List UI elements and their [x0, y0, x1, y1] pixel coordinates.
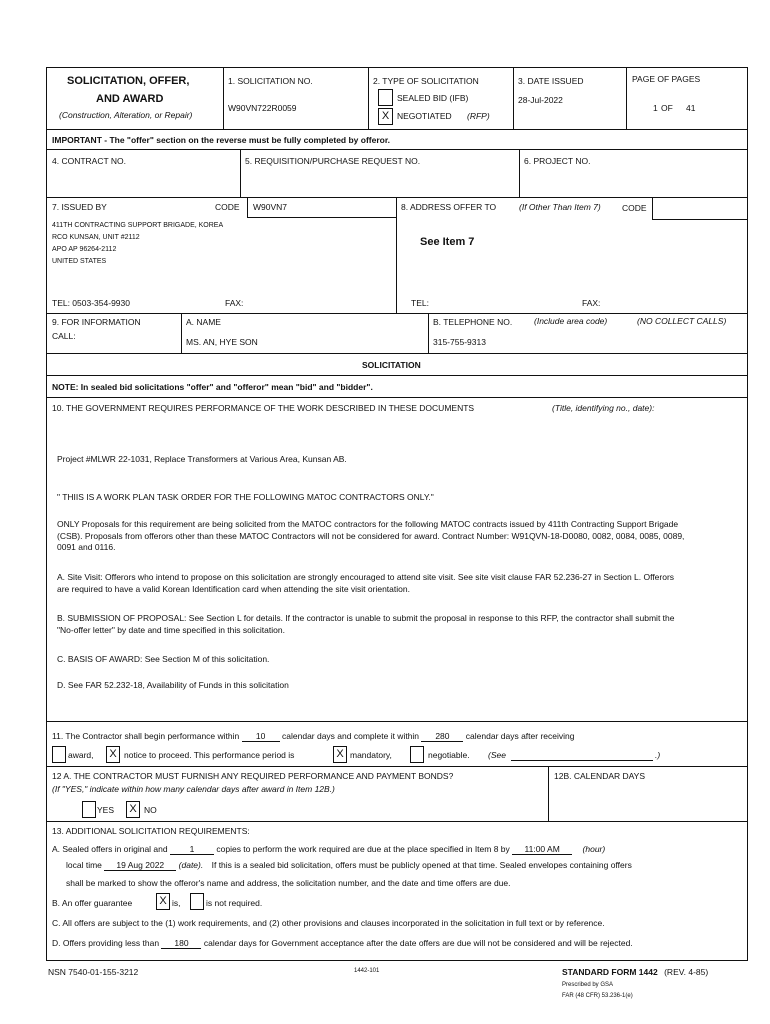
requisition-label: 5. REQUISITION/PURCHASE REQUEST NO. — [245, 156, 421, 166]
address-offer-label: 8. ADDRESS OFFER TO — [401, 202, 497, 212]
item13-a3: If this is a sealed bid solicitation, offers must be publicly opened at that time. Sealed envelopes containing offers — [211, 860, 632, 870]
solicitation-no: W90VN722R0059 — [228, 103, 297, 113]
negotiated-checkbox[interactable]: X — [378, 108, 393, 125]
divider — [46, 353, 747, 354]
footer-form — [562, 968, 708, 977]
page-of: OF — [661, 103, 673, 113]
negotiable-checkbox[interactable] — [410, 746, 424, 763]
item11-negotiable: negotiable. — [428, 750, 470, 760]
item12a-note: (If "YES," indicate within how many calendar days after award in Item 12B.) — [52, 784, 335, 794]
item13-b-is: is, — [172, 898, 181, 908]
item11-begin-days: 10 — [242, 732, 280, 742]
divider — [368, 67, 369, 129]
item10-label: 10. THE GOVERNMENT REQUIRES PERFORMANCE OF THE WORK DESCRIBED IN THESE DOCUMENTS — [52, 403, 475, 413]
divider — [396, 197, 397, 313]
footer-nsn: NSN 7540-01-155-3212 — [48, 967, 139, 977]
item11-see-end: .) — [655, 750, 661, 760]
item12a-label: 12 A. THE CONTRACTOR MUST FURNISH ANY REQUIRED PERFORMANCE AND PAYMENT BONDS? — [52, 771, 454, 781]
negotiated-rfp: (RFP) — [467, 111, 490, 121]
important-note: IMPORTANT - The "offer" section on the reverse must be fully completed by offeror. — [52, 135, 391, 145]
item10-far: D. See FAR 52.232-18, Availability of Funds in this solicitation — [57, 680, 289, 690]
divider — [513, 67, 514, 129]
negotiated-label: NEGOTIATED — [397, 111, 452, 121]
project-no-label: 6. PROJECT NO. — [524, 156, 591, 166]
date-issued-label: 3. DATE ISSUED — [518, 76, 584, 86]
divider — [652, 219, 747, 220]
divider — [626, 67, 627, 129]
page-number: 1 — [653, 103, 658, 113]
info-tel-label: B. TELEPHONE NO. — [433, 317, 513, 327]
issued-by-code-label: CODE — [215, 202, 240, 212]
form-title: SOLICITATION, OFFER, — [67, 75, 190, 87]
divider — [46, 821, 747, 822]
item13-date-label: (date). — [178, 860, 204, 870]
divider — [428, 313, 429, 353]
sealed-bid-label: SEALED BID (IFB) — [397, 93, 469, 103]
info-name: MS. AN, HYE SON — [186, 337, 258, 347]
contract-no-label: 4. CONTRACT NO. — [52, 156, 126, 166]
issued-by-address-line: 411TH CONTRACTING SUPPORT BRIGADE, KOREA — [52, 222, 224, 229]
item13-label: 13. ADDITIONAL SOLICITATION REQUIREMENTS: — [52, 826, 250, 836]
item13-time: 11:00 AM — [512, 845, 572, 855]
item13-b-isnot: is not required. — [206, 898, 263, 908]
award-checkbox[interactable] — [52, 746, 66, 763]
see-underline — [511, 760, 653, 761]
item11-complete-days: 280 — [421, 732, 463, 742]
item10-only-proposals: ONLY Proposals for this requirement are being solicited from the MATOC contractors for the following MATOC contracts issued by 411th Contracting Support Brigade (CSB). Proposals from offerors other than these MATOC Contractors will not be considered for award. Contract Number: W91QVN-18-D0080, 0082, 0084, 0085, 0089, 0091 and 0116. — [57, 519, 685, 552]
form-title-2: AND AWARD — [96, 93, 164, 105]
divider — [519, 149, 520, 197]
divider — [247, 197, 248, 217]
item10-qualifier: (Title, identifying no., date): — [552, 403, 655, 413]
info-tel: 315-755-9313 — [433, 337, 486, 347]
item11-part1: 11. The Contractor shall begin performance within — [52, 731, 240, 741]
issued-by-address-line: RCO KUNSAN, UNIT #2112 — [52, 234, 140, 241]
divider — [181, 313, 182, 353]
issued-by-fax: FAX: — [225, 298, 244, 308]
item11-part3: calendar days after receiving — [465, 731, 575, 741]
date-issued: 28-Jul-2022 — [518, 95, 563, 105]
bonds-yes-checkbox[interactable] — [82, 801, 96, 818]
divider — [46, 149, 747, 150]
item13-c: C. All offers are subject to the (1) work requirements, and (2) other provisions and clauses incorporated in the solicitation in full text or by reference. — [52, 918, 605, 928]
item13-a4: shall be marked to show the offeror's name and address, the solicitation number, and the date and time offers are due. — [66, 878, 511, 888]
item11-award: award, — [68, 750, 94, 760]
divider — [548, 766, 549, 821]
footer-prescribed: Prescribed by GSA — [562, 982, 614, 988]
info-label: 9. FOR INFORMATION — [52, 317, 141, 327]
divider — [46, 375, 747, 376]
item11-mandatory: mandatory, — [350, 750, 392, 760]
issued-by-code: W90VN7 — [253, 202, 288, 212]
divider — [223, 67, 224, 129]
info-label-2: CALL: — [52, 331, 76, 341]
divider — [46, 397, 747, 398]
item11-ntp: notice to proceed. This performance period is — [124, 750, 295, 760]
item10-project: Project #MLWR 22-1031, Replace Transformers at Various Area, Kunsan AB. — [57, 454, 347, 464]
item11-text — [52, 732, 574, 742]
divider — [46, 313, 747, 314]
guarantee-isnot-checkbox[interactable] — [190, 893, 204, 910]
solicitation-no-label: 1. SOLICITATION NO. — [228, 76, 313, 86]
item13-a2: copies to perform the work required are due at the place specified in Item 8 by — [216, 844, 510, 854]
item12b-label: 12B. CALENDAR DAYS — [554, 771, 646, 781]
info-area-code: (Include area code) — [534, 316, 608, 326]
item10-work-plan: " THIIS IS A WORK PLAN TASK ORDER FOR THE FOLLOWING MATOC CONTRACTORS ONLY." — [57, 492, 434, 502]
type-label: 2. TYPE OF SOLICITATION — [373, 76, 479, 86]
divider — [46, 721, 747, 722]
page-of-pages-label: PAGE OF PAGES — [632, 74, 701, 84]
mandatory-checkbox[interactable]: X — [333, 746, 347, 763]
item13-a-line1 — [52, 845, 605, 855]
divider — [46, 129, 747, 130]
issued-by-address-line: UNITED STATES — [52, 258, 107, 265]
guarantee-is-checkbox[interactable]: X — [156, 893, 170, 910]
item13-d-days: 180 — [161, 939, 201, 949]
item13-a-line2 — [66, 861, 632, 871]
address-offer-value: See Item 7 — [420, 236, 475, 248]
info-no-collect: (NO COLLECT CALLS) — [637, 316, 727, 326]
divider — [46, 766, 747, 767]
item11-part2: calendar days and complete it within — [282, 731, 420, 741]
address-offer-fax: FAX: — [582, 298, 601, 308]
bonds-yes-label: YES — [97, 805, 115, 815]
item13-hour: (hour) — [582, 844, 606, 854]
item13-d1: D. Offers providing less than — [52, 938, 160, 948]
ntp-checkbox[interactable]: X — [106, 746, 120, 763]
footer-code: 1442-101 — [354, 968, 380, 974]
item10-basis: C. BASIS OF AWARD: See Section M of this solicitation. — [57, 654, 270, 664]
sealed-bid-checkbox[interactable] — [378, 89, 393, 106]
divider — [247, 217, 396, 218]
note: NOTE: In sealed bid solicitations "offer" and "offeror" mean "bid" and "bidder". — [52, 382, 373, 392]
footer-rev: (REV. 4-85) — [664, 967, 709, 977]
address-offer-tel: TEL: — [411, 298, 429, 308]
item10-site-visit: A. Site Visit: Offerors who intend to propose on this solicitation are strongly encouraged to attend site visit. See site visit clause FAR 52.236-27 in Section L. Offerors are required to have a valid Korean Identification card when attending the site visit orientation. — [57, 572, 675, 594]
address-offer-qualifier: (If Other Than Item 7) — [519, 202, 601, 212]
divider — [240, 149, 241, 197]
footer-form-name: STANDARD FORM 1442 — [562, 967, 658, 977]
bonds-no-label: NO — [144, 805, 157, 815]
item13-b1: B. An offer guarantee — [52, 898, 133, 908]
issued-by-label: 7. ISSUED BY — [52, 202, 107, 212]
issued-by-address-line: APO AP 96264-2112 — [52, 246, 117, 253]
issued-by-tel: TEL: 0503-354-9930 — [52, 298, 130, 308]
footer-far: FAR (48 CFR) 53.236-1(e) — [562, 993, 633, 999]
address-offer-code-label: CODE — [622, 203, 647, 213]
item13-copies: 1 — [170, 845, 214, 855]
item13-a1: A. Sealed offers in original and — [52, 844, 168, 854]
item13-local-time: local time — [66, 860, 102, 870]
solicitation-header: SOLICITATION — [362, 360, 421, 370]
item13-d2: calendar days for Government acceptance after the date offers are due will not be considered and will be rejected. — [203, 938, 633, 948]
item10-submission: B. SUBMISSION OF PROPOSAL: See Section L for details. If the contractor is unable to submit the proposal in response to this RFP, the contractor shall submit the "No-offer letter" by date and time specified in this solicitation. — [57, 613, 675, 635]
bonds-no-checkbox[interactable]: X — [126, 801, 140, 818]
item11-see: (See — [488, 750, 506, 760]
info-name-label: A. NAME — [186, 317, 221, 327]
page-total: 41 — [686, 103, 696, 113]
form-subtitle: (Construction, Alteration, or Repair) — [59, 110, 193, 120]
divider — [652, 197, 653, 219]
item13-d-line — [52, 939, 633, 949]
item13-date: 19 Aug 2022 — [104, 861, 176, 871]
